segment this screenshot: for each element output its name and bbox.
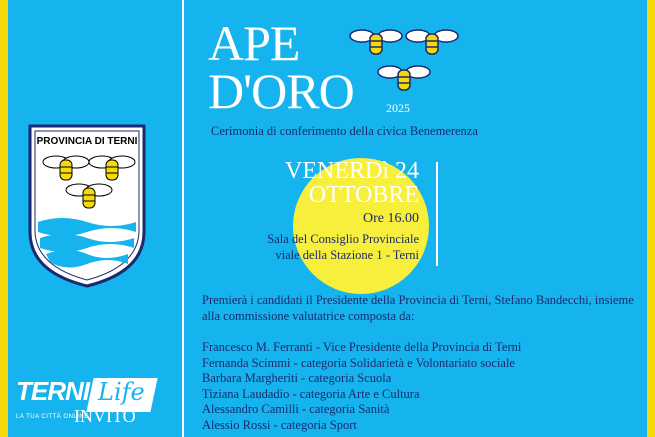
- provincia-crest: [24, 122, 150, 290]
- date-divider: [436, 162, 438, 266]
- list-item: Alessio Rossi - categoria Sport: [202, 417, 357, 432]
- logo-tagline: LA TUA CITTÀ ONLINE: [16, 414, 89, 420]
- commission-list: [202, 340, 521, 434]
- event-month: OTTOBRE: [308, 182, 419, 208]
- bee-group: [348, 20, 460, 98]
- bee-icon: [350, 30, 402, 54]
- title-year: 2025: [386, 101, 410, 115]
- list-item: Fernanda Scimmi - categoria Solidarietà e Volontariato sociale: [202, 355, 515, 370]
- event-place-line2: viale della Stazione 1 - Terni: [275, 248, 419, 262]
- event-place-line1: Sala del Consiglio Provinciale: [267, 232, 419, 246]
- event-time: Ore 16.00: [363, 211, 419, 226]
- bee-icon: [406, 30, 458, 54]
- list-item: Tiziana Laudadio - categoria Arte e Cultura: [202, 386, 420, 401]
- title-line-ape: APE: [208, 15, 300, 71]
- list-item: Barbara Margheriti - categoria Scuola: [202, 371, 392, 386]
- terni-life-logo: [14, 376, 159, 432]
- event-day: VENERDì 24: [285, 158, 419, 184]
- list-item: Francesco M. Ferranti - Vice Presidente della Provincia di Terni: [202, 340, 522, 354]
- crest-label: PROVINCIA DI TERNI: [36, 136, 138, 147]
- bee-icon: [378, 66, 430, 90]
- ceremony-subtitle: Cerimonia di conferimento della civica Benemerenza: [211, 124, 478, 138]
- vertical-divider: [182, 0, 184, 437]
- title-line-doro: D'ORO: [208, 63, 354, 119]
- logo-terni: TERNI: [16, 376, 89, 406]
- intro-text: Premierà i candidati il Presidente della Provincia di Terni, Stefano Bandecchi, insieme alla commissione valutatrice composta da:: [202, 293, 634, 323]
- logo-invito: INVITO: [74, 406, 136, 426]
- list-item: Alessandro Camilli - categoria Sanità: [202, 402, 390, 417]
- logo-life: Life: [98, 378, 145, 406]
